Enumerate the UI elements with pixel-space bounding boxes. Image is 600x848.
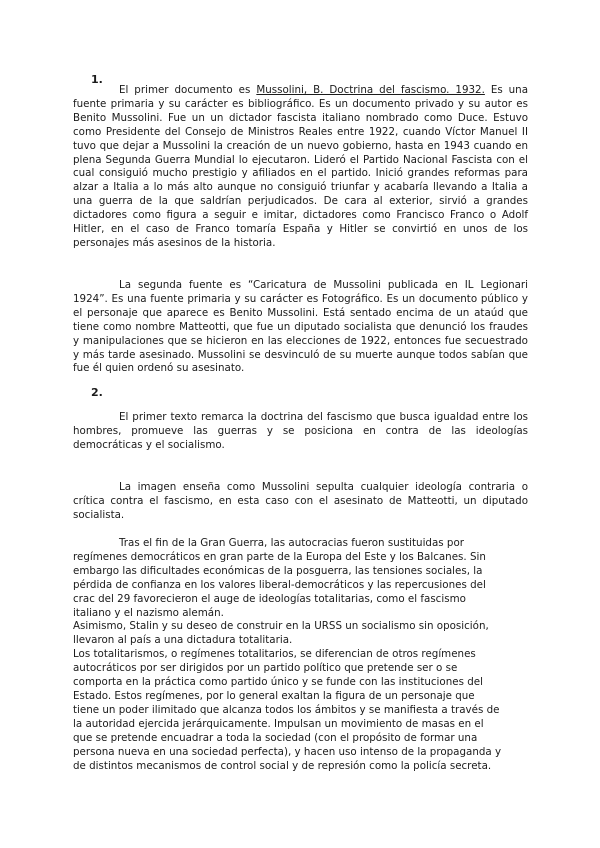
text-line: persona nueva en una sociedad perfecta), y hacen uso intenso de la propaganda y: [73, 745, 502, 758]
text-line: Asimismo, Stalin y su deseo de construir en la URSS un socialismo sin oposición,: [73, 620, 489, 633]
section-number-1: 1.: [91, 73, 103, 86]
text-line: Los totalitarismos, o regímenes totalitarios, se diferencian de otros regímenes: [73, 648, 476, 661]
second-source-body: La segunda fuente es “Caricatura de Mussolini publicada en IL Legionari 1924”. Es una fuente primaria y su carácter es Fotográfico. Es un documento público y el personaje que aparece es Benito Mussolini. Está sentado encima de un ataúd que tiene como nombre Matteotti, que fue un diputado socialista que denunció los fraudes y manipulaciones que se hicieron en las elecciones de 1922, entonces fue secuestrado y más tarde asesinado. Mussolini se desvinculó de su muerte aunque todos sabían que fue él quien ordenó su asesinato.: [73, 279, 528, 375]
first-source-body: Es una fuente primaria y su carácter es bibliográfico. Es un documento privado y su autor es Benito Mussolini. Fue un un dictador fascista italiano nombrado como Duce. Estuvo como Presidente del Consejo de Ministros Reales entre 1922, cuando Víctor Manuel II tuvo que dejar a Mussolini la creación de un nuevo gobierno, hasta en 1943 cuando en plena Segunda Guerra Mundial lo ejecutaron. Lideró el Partido Nacional Fascista con el cual consiguió mucho prestigio y afiliados en el partido. Inició grandes reformas para alzar a Italia a lo más alto aunque no consiguió triunfar y acabaría llevando a Italia a una guerra de la que saldrían perjudicados. De cara al exterior, sirvió a grandes dictadores como figura a seguir e imitar, dictadores como Francisco Franco o Adolf Hitler, en el caso de Franco tomaría España y Hitler se convirtió en unos de los personajes más asesinos de la historia.: [73, 84, 529, 249]
text-line: autocráticos por ser dirigidos por un partido político que pretende ser o se: [73, 662, 458, 675]
text-line: pérdida de confianza en los valores liberal-democráticos y las repercusiones del: [73, 578, 486, 591]
paragraph-first-text-analysis: [73, 411, 528, 453]
text-line: Estado. Estos regímenes, por lo general exaltan la figura de un personaje que: [73, 689, 475, 702]
text-line: llevaron al país a una dictadura totalitaria.: [73, 634, 293, 647]
paragraph-image-analysis: [73, 481, 528, 523]
text-line: regímenes democráticos en gran parte de la Europa del Este y los Balcanes. Sin: [73, 550, 486, 563]
paragraph-first-source: [73, 84, 528, 251]
text-line: comporta en la práctica como partido único y se funde con las instituciones del: [73, 676, 483, 689]
image-analysis-body: La imagen enseña como Mussolini sepulta cualquier ideología contraria o crítica contra el fascismo, en esta caso con el asesinato de Matteotti, un diputado socialista.: [73, 481, 528, 521]
text-line: tiene un poder ilimitado que alcanza todos los ámbitos y se manifiesta a través de: [73, 703, 500, 716]
bibliographic-reference: Mussolini, B. Doctrina del fascismo. 1932.: [256, 84, 485, 96]
section-number-2: 2.: [91, 386, 103, 399]
text-line: crac del 29 favorecieron el auge de ideologías totalitarias, como el fascismo: [73, 592, 466, 605]
text-line: [73, 537, 528, 551]
first-source-intro: El primer documento es: [119, 84, 257, 96]
paragraph-totalitarianism: [73, 537, 528, 773]
text-line: de distintos mecanismos de control social y de represión como la policía secreta.: [73, 759, 492, 772]
text-line-content: Tras el fin de la Gran Guerra, las autocracias fueron sustituidas por: [119, 537, 464, 549]
text-line: italiano y el nazismo alemán.: [73, 606, 224, 619]
text-line: la autoridad ejercida jerárquicamente. Impulsan un movimiento de masas en el: [73, 717, 484, 730]
text-line: que se pretende encuadrar a toda la sociedad (con el propósito de formar una: [73, 731, 478, 744]
paragraph-second-source: [73, 279, 528, 376]
first-text-analysis-body: El primer texto remarca la doctrina del fascismo que busca igualdad entre los hombres, promueve las guerras y se posiciona en contra de las ideologías democráticas y el socialismo.: [73, 411, 528, 451]
text-line: embargo las dificultades económicas de la posguerra, las tensiones sociales, la: [73, 564, 483, 577]
